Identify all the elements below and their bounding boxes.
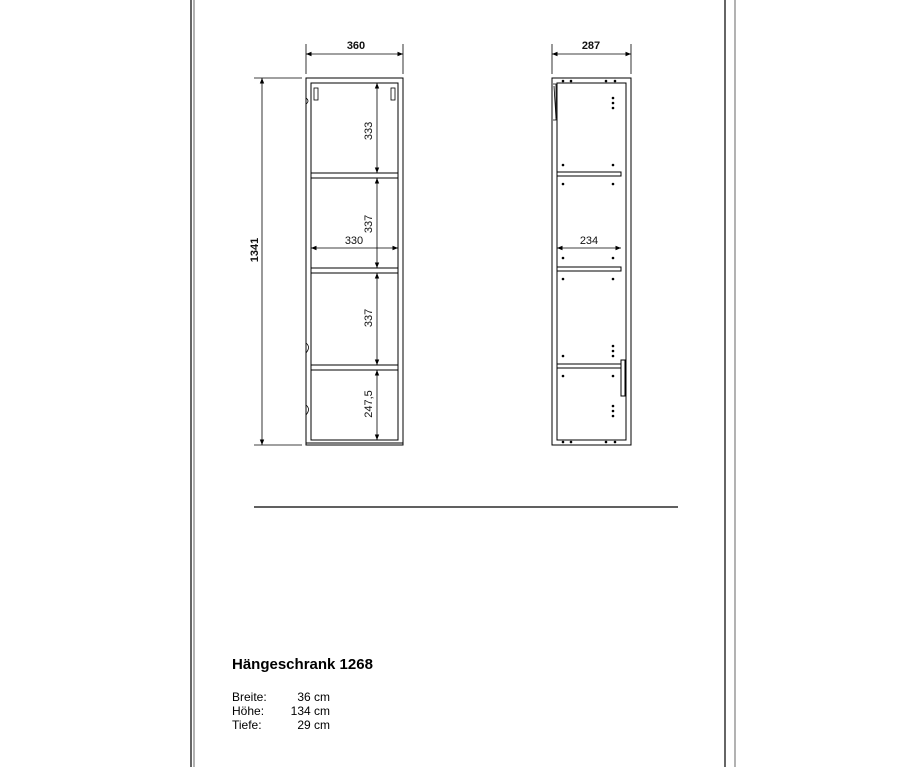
spec-key: Tiefe: bbox=[232, 718, 262, 732]
door-handle bbox=[621, 360, 625, 396]
dim-height bbox=[254, 78, 302, 445]
dim-compartment-3-label: 337 bbox=[363, 308, 375, 328]
dim-depth-label: 287 bbox=[581, 40, 601, 52]
shelf-3 bbox=[311, 365, 398, 370]
product-title: Hängeschrank 1268 bbox=[232, 656, 373, 673]
front-cabinet-outline bbox=[306, 78, 403, 445]
front-view bbox=[249, 40, 403, 445]
spec-row-depth bbox=[232, 718, 330, 732]
spec-value: 134 cm bbox=[290, 704, 330, 718]
spec-value: 29 cm bbox=[297, 718, 330, 732]
dim-inner-width-label: 330 bbox=[344, 235, 364, 247]
shelf-1 bbox=[311, 173, 398, 178]
shelf-2 bbox=[311, 268, 398, 273]
dim-inner-depth-label: 234 bbox=[579, 235, 599, 247]
front-shelves bbox=[311, 173, 398, 370]
spec-row-width bbox=[232, 690, 330, 704]
dim-compartment-4-label: 247,5 bbox=[363, 390, 375, 418]
dim-compartment-1-label: 333 bbox=[363, 121, 375, 141]
side-shelves bbox=[557, 172, 621, 368]
side-cabinet-outline bbox=[552, 78, 631, 445]
spec-key: Breite: bbox=[232, 690, 267, 704]
side-view bbox=[552, 40, 631, 445]
dim-height-label: 1341 bbox=[249, 237, 261, 263]
spec-key: Höhe: bbox=[232, 704, 265, 718]
shelf-pin-holes bbox=[562, 80, 617, 444]
spec-row-height bbox=[232, 704, 330, 718]
spec-value: 36 cm bbox=[297, 690, 330, 704]
hanging-brackets bbox=[314, 88, 395, 100]
spec-list bbox=[232, 690, 330, 732]
door-hardware bbox=[553, 84, 556, 120]
sheet-frame bbox=[191, 0, 735, 767]
dim-compartment-2-label: 337 bbox=[363, 214, 375, 234]
dim-width-label: 360 bbox=[346, 40, 366, 52]
